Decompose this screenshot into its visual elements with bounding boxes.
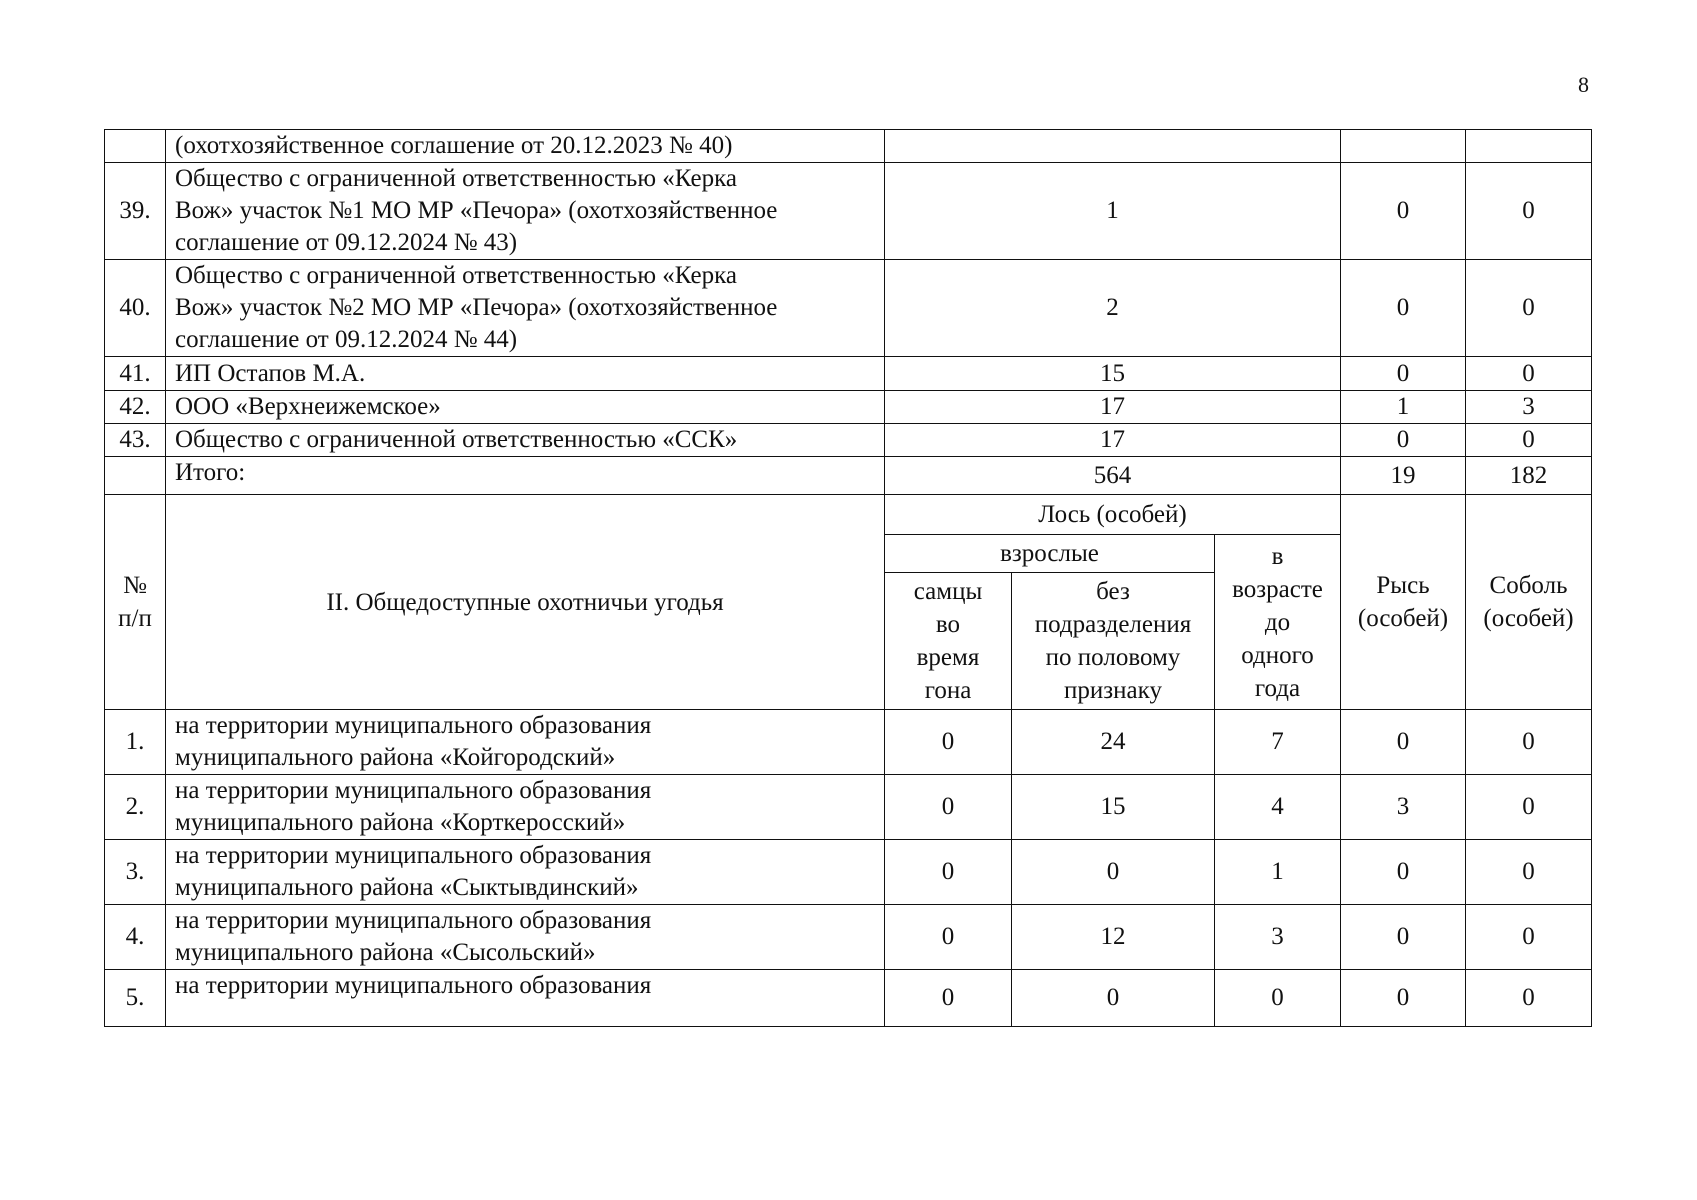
section2-body bbox=[105, 710, 1592, 1027]
total-body bbox=[105, 457, 1592, 495]
row-name bbox=[166, 260, 885, 357]
lynx-value: 0 bbox=[1341, 163, 1466, 260]
lynx-value: 1 bbox=[1341, 391, 1466, 424]
line-text: ИП Остапов М.А. bbox=[175, 359, 366, 387]
sable-value: 0 bbox=[1466, 970, 1592, 1027]
table-row bbox=[105, 130, 1592, 163]
line-text: до bbox=[1264, 608, 1291, 636]
row-number: 2. bbox=[105, 775, 166, 840]
section-title: II. Общедоступные охотничьи угодья bbox=[166, 495, 885, 710]
line-text: Вож» участок №2 МО МР «Печора» (охотхозяйственное bbox=[175, 294, 778, 321]
line-text: Общество с ограниченной ответственностью «Керка bbox=[175, 165, 737, 192]
section1-body bbox=[105, 130, 1592, 457]
males-header bbox=[885, 573, 1012, 710]
line-text: Вож» участок №1 МО МР «Печора» (охотхозяйственное bbox=[175, 197, 778, 224]
table-row bbox=[105, 357, 1592, 391]
row-number: 5. bbox=[105, 970, 166, 1027]
lynx-value: 3 bbox=[1341, 775, 1466, 840]
row-number: 39. bbox=[105, 163, 166, 260]
total-row bbox=[105, 457, 1592, 495]
line-text: на территории муниципального образования bbox=[175, 777, 652, 804]
males-value: 0 bbox=[885, 710, 1012, 775]
row-number: 43. bbox=[105, 424, 166, 457]
line-text: на территории муниципального образования bbox=[175, 712, 652, 739]
lynx-value bbox=[1341, 130, 1466, 163]
line-text: признаку bbox=[1064, 677, 1162, 704]
sable-value: 0 bbox=[1466, 710, 1592, 775]
row-name bbox=[166, 130, 885, 163]
lynx-value: 0 bbox=[1341, 905, 1466, 970]
row-name bbox=[166, 710, 885, 775]
adults-header: взрослые bbox=[885, 535, 1215, 573]
line-text: Общество с ограниченной ответственностью «Керка bbox=[175, 262, 737, 289]
undivided-value: 0 bbox=[1012, 970, 1215, 1027]
num-header bbox=[105, 495, 166, 710]
lynx-header bbox=[1341, 495, 1466, 710]
line-text: соглашение от 09.12.2024 № 44) bbox=[175, 326, 518, 353]
table-row bbox=[105, 970, 1592, 1027]
moose-value bbox=[885, 130, 1341, 163]
young-value: 3 bbox=[1215, 905, 1341, 970]
undivided-value: 0 bbox=[1012, 840, 1215, 905]
line-text: соглашение от 09.12.2024 № 43) bbox=[175, 229, 518, 256]
table-row bbox=[105, 775, 1592, 840]
sable-value bbox=[1466, 130, 1592, 163]
line-text: гона bbox=[924, 677, 972, 704]
line-text: года bbox=[1254, 674, 1301, 702]
young-value: 0 bbox=[1215, 970, 1341, 1027]
table-row bbox=[105, 163, 1592, 260]
sable-value: 0 bbox=[1466, 840, 1592, 905]
sable-value: 0 bbox=[1466, 163, 1592, 260]
line-text: Рысь bbox=[1376, 572, 1430, 599]
lynx-value: 0 bbox=[1341, 840, 1466, 905]
line-text: в bbox=[1271, 542, 1284, 570]
moose-value: 17 bbox=[885, 424, 1341, 457]
table-row bbox=[105, 840, 1592, 905]
line-text: муниципального района «Сыктывдинский» bbox=[175, 874, 639, 901]
young-value: 1 bbox=[1215, 840, 1341, 905]
lynx-value: 0 bbox=[1341, 357, 1466, 391]
table-row bbox=[105, 710, 1592, 775]
table-row bbox=[105, 424, 1592, 457]
line-text: муниципального района «Койгородский» bbox=[175, 744, 616, 771]
sable-value: 0 bbox=[1466, 905, 1592, 970]
line-text: Общество с ограниченной ответственностью «ССК» bbox=[175, 426, 738, 453]
moose-value: 1 bbox=[885, 163, 1341, 260]
total-sable: 182 bbox=[1466, 457, 1592, 495]
moose-group-header: Лось (особей) bbox=[885, 495, 1341, 535]
sable-value: 3 bbox=[1466, 391, 1592, 424]
sable-value: 0 bbox=[1466, 357, 1592, 391]
row-name bbox=[166, 970, 885, 1027]
row-name bbox=[166, 424, 885, 457]
line-text: муниципального района «Сысольский» bbox=[175, 939, 596, 966]
line-text: п/п bbox=[118, 605, 152, 632]
undivided-header bbox=[1012, 573, 1215, 710]
line-text: время bbox=[916, 644, 980, 671]
line-text: по половому bbox=[1045, 644, 1181, 671]
page-number: 8 bbox=[1578, 72, 1589, 97]
table-row bbox=[105, 391, 1592, 424]
row-name bbox=[166, 391, 885, 424]
line-text: (особей) bbox=[1483, 605, 1574, 632]
total-num-cell bbox=[105, 457, 166, 495]
lynx-value: 0 bbox=[1341, 710, 1466, 775]
total-lynx: 19 bbox=[1341, 457, 1466, 495]
sable-value: 0 bbox=[1466, 775, 1592, 840]
row-number: 4. bbox=[105, 905, 166, 970]
row-number bbox=[105, 130, 166, 163]
moose-value: 17 bbox=[885, 391, 1341, 424]
section2-header bbox=[105, 495, 1592, 710]
line-text: одного bbox=[1241, 641, 1314, 669]
line-text: ООО «Верхнеижемское» bbox=[175, 393, 441, 420]
line-text: муниципального района «Корткеросский» bbox=[175, 809, 626, 836]
moose-value: 2 bbox=[885, 260, 1341, 357]
row-number: 40. bbox=[105, 260, 166, 357]
sable-value: 0 bbox=[1466, 260, 1592, 357]
row-name bbox=[166, 775, 885, 840]
line-text: № bbox=[123, 572, 147, 599]
young-value: 7 bbox=[1215, 710, 1341, 775]
lynx-value: 0 bbox=[1341, 424, 1466, 457]
lynx-value: 0 bbox=[1341, 970, 1466, 1027]
row-number: 1. bbox=[105, 710, 166, 775]
males-value: 0 bbox=[885, 970, 1012, 1027]
row-number: 41. bbox=[105, 357, 166, 391]
males-value: 0 bbox=[885, 775, 1012, 840]
line-text: подразделения bbox=[1034, 611, 1192, 638]
total-label: Итого: bbox=[166, 457, 885, 495]
sable-header bbox=[1466, 495, 1592, 710]
line-text: на территории муниципального образования bbox=[175, 907, 652, 934]
line-text: без bbox=[1096, 578, 1130, 605]
row-number: 3. bbox=[105, 840, 166, 905]
young-header bbox=[1215, 535, 1341, 710]
line-text: (особей) bbox=[1357, 605, 1449, 632]
line-text: самцы bbox=[913, 578, 983, 605]
line-text: на территории муниципального образования bbox=[175, 972, 652, 999]
males-value: 0 bbox=[885, 840, 1012, 905]
table-row bbox=[105, 260, 1592, 357]
row-number: 42. bbox=[105, 391, 166, 424]
row-name bbox=[166, 905, 885, 970]
undivided-value: 15 bbox=[1012, 775, 1215, 840]
line-text: Соболь bbox=[1489, 572, 1568, 599]
hunting-limits-table bbox=[104, 129, 1592, 1027]
moose-value: 15 bbox=[885, 357, 1341, 391]
line-text: во bbox=[935, 611, 961, 638]
row-name bbox=[166, 357, 885, 391]
sable-value: 0 bbox=[1466, 424, 1592, 457]
undivided-value: 24 bbox=[1012, 710, 1215, 775]
young-value: 4 bbox=[1215, 775, 1341, 840]
row-name bbox=[166, 840, 885, 905]
undivided-value: 12 bbox=[1012, 905, 1215, 970]
total-moose: 564 bbox=[885, 457, 1341, 495]
line-text: (охотхозяйственное соглашение от 20.12.2023 № 40) bbox=[175, 132, 733, 159]
males-value: 0 bbox=[885, 905, 1012, 970]
lynx-value: 0 bbox=[1341, 260, 1466, 357]
line-text: на территории муниципального образования bbox=[175, 842, 652, 869]
table-row bbox=[105, 905, 1592, 970]
row-name bbox=[166, 163, 885, 260]
line-text: возрасте bbox=[1232, 575, 1323, 603]
